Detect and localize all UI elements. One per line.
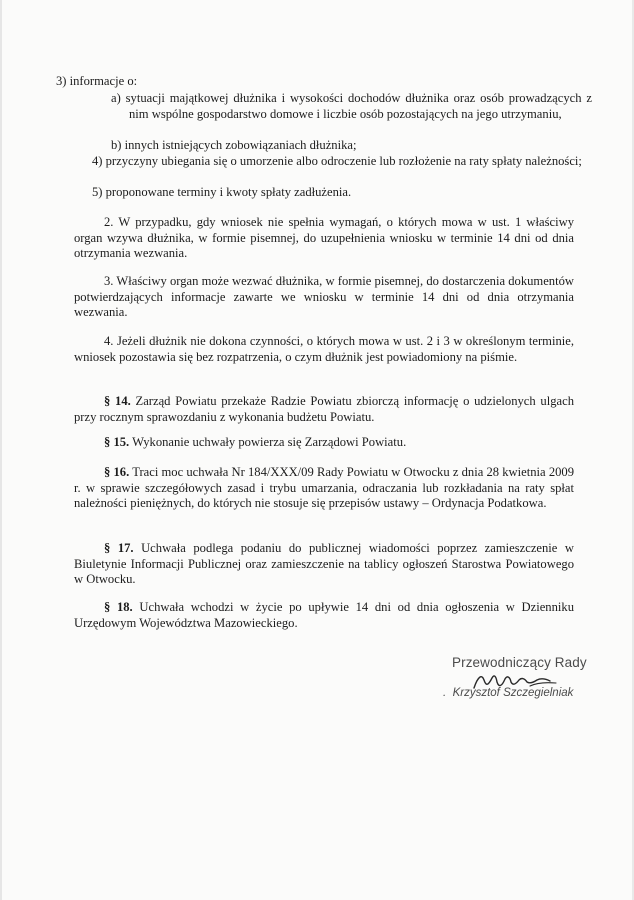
signature-name: Krzysztof Szczegielniak bbox=[452, 687, 574, 699]
list-item-5: 5) proponowane terminy i kwoty spłaty zadłużenia. bbox=[92, 185, 352, 199]
list-item-3a: a) sytuacji majątkowej dłużnika i wysokości dochodów dłużnika oraz osób prowadzących z nim wspólne gospodarstwo domowe i liczbie osób pozostających na jego utrzymaniu, bbox=[111, 91, 592, 121]
section-18 bbox=[74, 600, 574, 631]
signature-name-line bbox=[443, 686, 573, 702]
scan-edge-left bbox=[0, 0, 2, 900]
signature-dot: . bbox=[443, 687, 453, 699]
paragraph-4: 4. Jeżeli dłużnik nie dokona czynności, o których mowa w ust. 2 i 3 w określonym terminie, wniosek pozostawia się bez rozpatrzenia, o czym dłużnik jest powiadomiony na piśmie. bbox=[74, 334, 574, 364]
paragraph-3: 3. Właściwy organ może wezwać dłużnika, w formie pisemnej, do dostarczenia dokumentów potwierdzających informacje zawarte we wniosku w terminie 14 dni od dnia otrzymania wezwania. bbox=[74, 274, 574, 319]
paragraph-2: 2. W przypadku, gdy wniosek nie spełnia wymagań, o których mowa w ust. 1 właściwy organ wzywa dłużnika, w formie pisemnej, do uzupełnienia wniosku w terminie 14 dni od dnia otrzymania wezwania. bbox=[74, 215, 574, 260]
list-item-3b: b) innych istniejących zobowiązaniach dłużnika; bbox=[111, 138, 357, 152]
list-item-3: 3) informacje o: bbox=[56, 74, 138, 88]
section-18-label: § 18. bbox=[104, 600, 133, 614]
section-18-text: Uchwała wchodzi w życie po upływie 14 dni od dnia ogłoszenia w Dzienniku Urzędowym Województwa Mazowieckiego. bbox=[74, 600, 574, 630]
section-17-label: § 17. bbox=[104, 541, 134, 555]
section-15 bbox=[74, 435, 574, 451]
list-item-4: 4) przyczyny ubiegania się o umorzenie albo odroczenie lub rozłożenie na raty spłaty należności; bbox=[92, 154, 582, 168]
section-17 bbox=[74, 541, 574, 588]
section-17-text: Uchwała podlega podaniu do publicznej wiadomości poprzez zamieszczenie w Biuletynie Informacji Publicznej oraz zamieszczenie na tablicy ogłoszeń Starostwa Powiatowego w Otwocku. bbox=[74, 541, 575, 586]
section-15-label: § 15. bbox=[104, 435, 130, 449]
section-14-text: Zarząd Powiatu przekaże Radzie Powiatu zbiorczą informację o udzielonych ulgach przy rocznym sprawozdaniu z wykonania budżetu Powiatu. bbox=[74, 394, 574, 424]
section-14-label: § 14. bbox=[104, 394, 131, 408]
section-16-label: § 16. bbox=[104, 465, 130, 479]
section-15-text: Wykonanie uchwały powierza się Zarządowi Powiatu. bbox=[129, 435, 407, 449]
section-16 bbox=[74, 465, 574, 512]
signature-title: Przewodniczący Rady bbox=[452, 655, 587, 670]
section-14 bbox=[74, 394, 574, 425]
section-16-text: Traci moc uchwała Nr 184/XXX/09 Rady Powiatu w Otwocku z dnia 28 kwietnia 2009 r. w sprawie szczegółowych zasad i trybu umarzania, odraczania lub rozkładania na raty spłat należności pieniężnych, do których nie stosuje się przepisów ustawy – Ordynacja Podatkowa. bbox=[74, 465, 575, 510]
